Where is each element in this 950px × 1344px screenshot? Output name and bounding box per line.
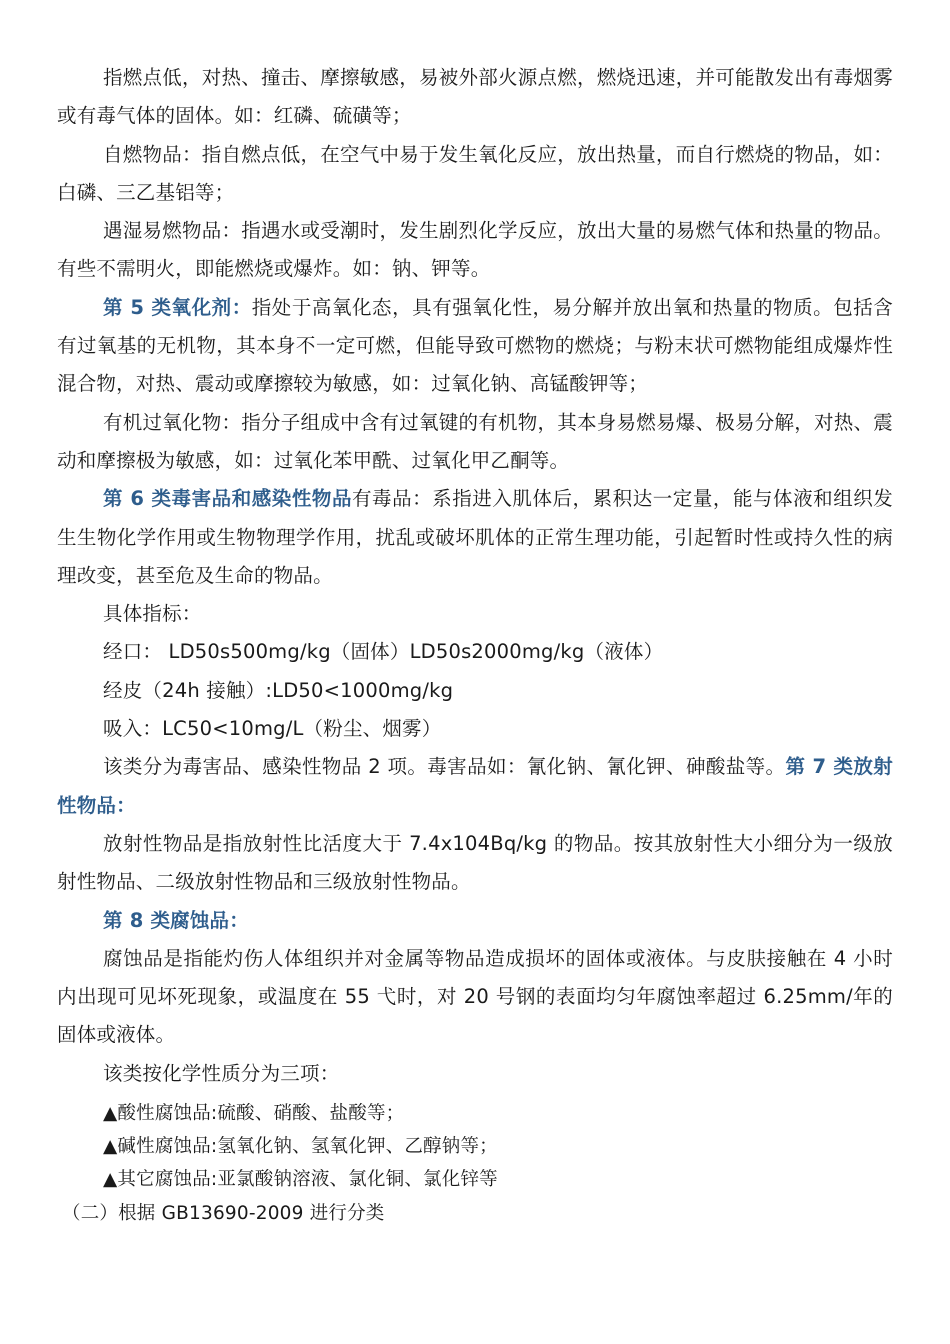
paragraph-radioactive: 放射性物品是指放射性比活度大于 7.4x104Bq/kg 的物品。按其放射性大小细分为一级放射性物品、二级放射性物品和三级放射性物品。 <box>57 831 893 894</box>
document-body <box>57 59 893 1232</box>
paragraph-spontaneous-combustion: 自燃物品：指自燃点低，在空气中易于发生氧化反应，放出热量，而自行燃烧的物品，如：白磷、三乙基铝等； <box>57 142 893 204</box>
heading-class-6: 第 6 类毒害品和感染性物品 <box>103 487 352 511</box>
indicators-title: 具体指标： <box>103 602 202 626</box>
list-item-acidic-corrosives: ▲酸性腐蚀品:硫酸、硝酸、盐酸等； <box>103 1103 405 1125</box>
list-item-other-corrosives: ▲其它腐蚀品:亚氯酸钠溶液、氯化铜、氯化锌等 <box>103 1169 498 1191</box>
class-6-body: 有毒品：系指进入肌体后，累积达一定量，能与体液和组织发生生物化学作用或生物物理学作用，扰乱或破坏肌体的正常生理功能，引起暂时性或持久性的病理改变，甚至危及生命的物品。 <box>57 487 893 587</box>
paragraph-organic-peroxides: 有机过氧化物：指分子组成中含有过氧键的有机物，其本身易燃易爆、极易分解，对热、震动和摩擦极为敏感，如：过氧化苯甲酰、过氧化甲乙酮等。 <box>57 410 893 472</box>
paragraph-class-6-subdivision <box>57 748 893 825</box>
paragraph-class-5-oxidizers <box>57 289 893 404</box>
class-5-body: 指处于高氧化态，具有强氧化性，易分解并放出氧和热量的物质。包括含有过氧基的无机物，其本身不一定可燃，但能导致可燃物的燃烧；与粉末状可燃物能组成爆炸性混合物，对热、震动或摩擦较为敏感，如：过氧化钠、高锰酸钾等； <box>57 295 893 396</box>
heading-class-7: 第 7 类放射性物品： <box>57 755 893 817</box>
paragraph-corrosives: 腐蚀品是指能灼伤人体组织并对金属等物品造成损坏的固体或液体。与皮肤接触在 4 小时内出现可见坏死现象，或温度在 55 弋时，对 20 号钢的表面均匀年腐蚀率超过 6.25mm/年的固体或液体。 <box>57 946 893 1047</box>
indicator-inhalation: 吸入：LC50<10mg/L（粉尘、烟雾） <box>103 717 442 741</box>
heading-class-8: 第 8 类腐蚀品： <box>103 908 249 932</box>
class-6-subdivision-body: 该类分为毒害品、感染性物品 2 项。毒害品如：氰化钠、氰化钾、砷酸盐等。 <box>103 755 786 779</box>
heading-class-5: 第 5 类氧化剂： <box>103 295 252 319</box>
paragraph-corrosive-subdivision: 该类按化学性质分为三项： <box>103 1061 340 1085</box>
section-heading-gb13690: （二）根据 GB13690-2009 进行分类 <box>62 1203 385 1225</box>
list-item-alkaline-corrosives: ▲碱性腐蚀品:氢氧化钠、氢氧化钾、乙醇钠等； <box>103 1136 498 1158</box>
paragraph-class-6-toxic <box>57 480 893 595</box>
paragraph-flammable-solids: 指燃点低，对热、撞击、摩擦敏感，易被外部火源点燃，燃烧迅速，并可能散发出有毒烟雾或有毒气体的固体。如：红磷、硫磺等； <box>57 66 893 128</box>
indicator-oral: 经口： LD50s500mg/kg（固体）LD50s2000mg/kg（液体） <box>103 640 664 664</box>
indicator-dermal: 经皮（24h 接触）:LD50<1000mg/kg <box>103 678 454 702</box>
corrosive-items-list <box>57 1097 893 1196</box>
paragraph-water-reactive: 遇湿易燃物品：指遇水或受潮时，发生剧烈化学反应，放出大量的易燃气体和热量的物品。有些不需明火，即能燃烧或爆炸。如：钠、钾等。 <box>57 219 893 281</box>
